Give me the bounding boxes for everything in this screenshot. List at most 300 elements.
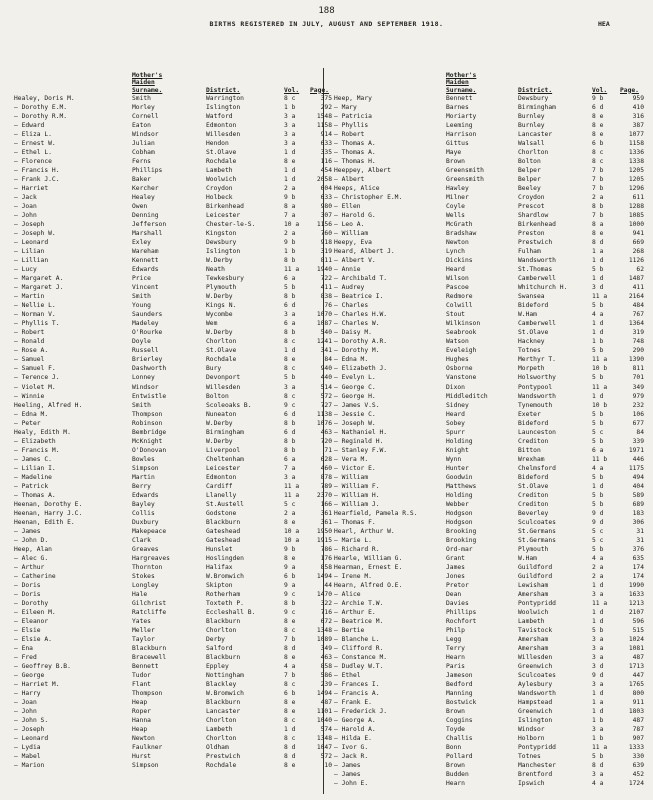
- volume: 6 b: [284, 690, 296, 698]
- volume: 6 b: [592, 140, 604, 148]
- volume: 4 a: [592, 554, 604, 562]
- page-ref: 911: [632, 699, 644, 707]
- volume: 9 d: [592, 509, 604, 517]
- mother-maiden-name: Bowles: [132, 455, 155, 463]
- child-name: — William J.: [334, 500, 380, 508]
- child-name: Hearl, Arthur W.: [334, 527, 395, 535]
- district: Amersham: [518, 635, 549, 643]
- page-ref: 452: [632, 771, 644, 779]
- mother-maiden-name: Sobey: [446, 419, 465, 427]
- birth-entry-row: [14, 256, 334, 265]
- child-name: Healey, Doris M.: [14, 95, 75, 102]
- mother-maiden-name: Dashworth: [132, 365, 167, 373]
- volume: 8 b: [592, 203, 604, 211]
- child-name: Heenan, Dorothy E.: [14, 500, 83, 508]
- mother-maiden-name: Lynch: [446, 248, 465, 256]
- mother-maiden-name: Edwards: [132, 491, 159, 499]
- page-ref: 514: [320, 383, 332, 391]
- birth-entry-row: [334, 536, 653, 545]
- page-ref: 330: [632, 753, 644, 761]
- child-name: — George: [14, 672, 45, 679]
- district: Lancaster: [206, 708, 241, 716]
- birth-entry-row: [14, 473, 334, 482]
- mother-maiden-name: Heard: [446, 266, 465, 274]
- child-name: — James V.S.: [334, 401, 380, 409]
- child-name: — Joseph W.: [14, 230, 56, 238]
- birth-entry-row: [14, 653, 334, 662]
- mother-maiden-name: Terry: [446, 644, 465, 652]
- volume: 5 b: [592, 491, 604, 499]
- volume: 3 a: [284, 113, 296, 121]
- district: W.Bromwich: [206, 690, 244, 698]
- birth-entry-row: [14, 761, 334, 770]
- birth-entry-row: [334, 644, 653, 653]
- mother-maiden-name: Greensmith: [446, 176, 484, 184]
- page-ref: 84: [636, 428, 644, 436]
- district: Crediton: [518, 491, 549, 499]
- volume: 9 d: [592, 518, 604, 526]
- district: Bolton: [518, 158, 541, 166]
- page-ref: 306: [632, 518, 644, 526]
- child-name: — Richard R.: [334, 545, 380, 553]
- volume: 8 a: [592, 221, 604, 229]
- volume: 8 b: [284, 257, 296, 265]
- mother-maiden-name: Newton: [132, 735, 155, 743]
- volume: 3 a: [592, 726, 604, 734]
- child-name: — Hilda E.: [334, 735, 372, 743]
- volume: 4 a: [284, 662, 296, 670]
- mother-maiden-name: Simpson: [132, 464, 159, 472]
- page-ref: 1205: [628, 167, 644, 175]
- district: Oldham: [206, 744, 229, 752]
- page-ref: 176: [320, 554, 332, 562]
- volume: 5 c: [592, 527, 604, 535]
- page-ref: 604: [320, 185, 332, 193]
- mother-maiden-name: Coggins: [446, 717, 473, 725]
- child-name: — Joan: [14, 203, 37, 211]
- birth-entry-row: [334, 662, 653, 671]
- birth-entry-row: [14, 310, 334, 319]
- mother-maiden-name: Young: [132, 302, 151, 310]
- volume: 8 e: [284, 518, 296, 526]
- birth-entry-row: [14, 392, 334, 401]
- vol-header: Vol.: [284, 86, 300, 94]
- volume: 1 d: [592, 617, 604, 625]
- volume: 8 d: [592, 239, 604, 247]
- child-name: — Eleanor: [14, 617, 49, 625]
- page-ref: 10: [324, 762, 332, 770]
- page-ref: 290: [632, 347, 644, 355]
- page-ref: 748: [632, 338, 644, 346]
- birth-entry-row: [334, 743, 653, 752]
- mother-maiden-name: Stokes: [132, 572, 155, 580]
- right-column-header: [334, 60, 653, 94]
- mother-maiden-name: Vincent: [132, 284, 159, 292]
- child-name: — Peter: [14, 419, 41, 427]
- page-ref: 572: [320, 753, 332, 761]
- volume: 8 b: [284, 329, 296, 337]
- child-name: — Blanche L.: [334, 635, 380, 643]
- page-ref: 349: [632, 383, 644, 391]
- mother-maiden-name: Tudor: [132, 672, 151, 679]
- district: Whitchurch H.: [518, 284, 568, 292]
- birth-entry-row: [14, 743, 334, 752]
- volume: 3 a: [592, 644, 604, 652]
- child-name: — Thomas H.: [334, 158, 376, 166]
- child-name: — Arthur E.: [334, 608, 376, 616]
- district: St.Olave: [206, 347, 237, 355]
- volume: 5 b: [284, 284, 296, 292]
- volume: 8 b: [284, 293, 296, 301]
- birth-entry-row: [14, 644, 334, 653]
- volume: 8 e: [592, 122, 604, 130]
- page-ref: 789: [320, 482, 332, 490]
- page-ref: 800: [632, 690, 644, 698]
- page-ref: 633: [320, 194, 332, 202]
- district: Guildford: [518, 572, 553, 580]
- mother-maiden-name: Meller: [132, 626, 155, 634]
- district: Chorlton: [206, 717, 237, 725]
- page-ref: 1101: [316, 708, 332, 716]
- volume: 8 b: [284, 599, 296, 607]
- volume: 1 d: [592, 690, 604, 698]
- page-ref: 907: [632, 735, 644, 743]
- district: Amersham: [518, 590, 549, 598]
- district: W.Derby: [206, 419, 233, 427]
- birth-entry-row: [334, 698, 653, 707]
- mother-maiden-name: Gittus: [446, 140, 469, 148]
- page-ref: 487: [632, 717, 644, 725]
- birth-entry-row: [334, 355, 653, 364]
- child-name: Heep, Mary: [334, 95, 372, 102]
- birth-entry-row: [14, 446, 334, 455]
- birth-entry-row: [334, 581, 653, 590]
- district: Edmonton: [206, 122, 237, 130]
- child-name: — Ethel L.: [14, 149, 52, 157]
- birth-entry-row: [334, 572, 653, 581]
- page-ref: 572: [320, 392, 332, 400]
- mother-maiden-name: Owen: [132, 203, 148, 211]
- mother-maiden-name: Blackburn: [132, 644, 167, 652]
- district: Sculcoates: [518, 672, 556, 679]
- volume: 5 b: [592, 473, 604, 481]
- mother-maiden-name: Vanstone: [446, 374, 477, 382]
- birth-entry-row: [334, 301, 653, 310]
- district: Hampstead: [518, 699, 553, 707]
- mother-maiden-name: Marshall: [132, 230, 163, 238]
- volume: 1 d: [592, 581, 604, 589]
- child-name: — Edward: [14, 122, 45, 130]
- mother-maiden-name: Greaves: [132, 545, 159, 553]
- district: St.Austell: [206, 500, 244, 508]
- volume: 3 a: [284, 122, 296, 130]
- mother-maiden-name: Healey: [132, 194, 155, 202]
- district: Dewsbury: [518, 95, 549, 102]
- page-ref: 716: [320, 608, 332, 616]
- mother-maiden-name: Grant: [446, 554, 465, 562]
- left-column-header: [14, 60, 334, 94]
- birth-entry-row: [334, 410, 653, 419]
- mother-maiden-name: Ferns: [132, 158, 151, 166]
- mother-maiden-name: Cobham: [132, 149, 155, 157]
- birth-entry-row: [14, 689, 334, 698]
- district: Llanelly: [206, 491, 237, 499]
- volume: 3 a: [592, 681, 604, 689]
- mother-maiden-name: Collis: [132, 509, 155, 517]
- birth-entry-row: [334, 383, 653, 392]
- page-ref: 292: [320, 104, 332, 112]
- child-name: — Dorothy E.M.: [14, 104, 68, 112]
- volume: 1 d: [592, 392, 604, 400]
- volume: 9 d: [592, 672, 604, 679]
- birth-entry-row: [14, 364, 334, 373]
- volume: 8 d: [284, 753, 296, 761]
- page-ref: 1040: [316, 717, 332, 725]
- page-ref: 1047: [316, 744, 332, 752]
- mother-maiden-name: Pollard: [446, 753, 473, 761]
- mother-maiden-name: Cornell: [132, 113, 159, 121]
- mother-maiden-name: Maye: [446, 149, 462, 157]
- volume: 4 a: [592, 311, 604, 319]
- page-ref: 1288: [628, 203, 644, 211]
- district: Willesden: [518, 653, 553, 661]
- mother-maiden-name: Dickins: [446, 257, 473, 265]
- volume: 6 d: [284, 428, 296, 436]
- page-ref: 1087: [316, 320, 332, 328]
- child-name: — Archibald T.: [334, 275, 388, 283]
- child-name: Hearfield, Pamela R.S.: [334, 509, 418, 517]
- page-header: Page.: [620, 86, 639, 94]
- volume: 8 e: [284, 158, 296, 166]
- birth-entry-row: [14, 301, 334, 310]
- page-ref: 701: [632, 374, 644, 382]
- birth-entry-row: [14, 662, 334, 671]
- district: Pontypool: [518, 383, 553, 391]
- page-ref: 1205: [628, 176, 644, 184]
- volume: 11 a: [592, 599, 608, 607]
- district: Lambeth: [518, 617, 545, 625]
- birth-entry-row: [334, 247, 653, 256]
- volume: 8 c: [284, 626, 296, 634]
- birth-entry-row: [14, 130, 334, 139]
- mother-maiden-name: Kercher: [132, 185, 159, 193]
- volume: 8 d: [284, 744, 296, 752]
- child-name: — John S.: [14, 717, 49, 725]
- birth-entry-row: [14, 581, 334, 590]
- child-name: — Thomas A.: [334, 149, 376, 157]
- page-ref: 166: [320, 500, 332, 508]
- child-name: — John: [14, 708, 37, 716]
- volume: 8 c: [284, 735, 296, 743]
- district: Burnley: [518, 113, 545, 121]
- mother-maiden-name: Milner: [446, 194, 469, 202]
- mother-maiden-name: Brooking: [446, 536, 477, 544]
- volume: 5 b: [592, 753, 604, 761]
- district: W.Derby: [206, 293, 233, 301]
- mother-maiden-name: Heap: [132, 699, 148, 707]
- district: Camberwell: [518, 320, 556, 328]
- district: Salford: [206, 644, 233, 652]
- birth-entry-row: [14, 572, 334, 581]
- volume: 2 a: [592, 563, 604, 571]
- district: Prestwich: [518, 239, 553, 247]
- birth-entry-row: [334, 283, 653, 292]
- child-name: — George A.: [334, 717, 376, 725]
- child-name: — Doris: [14, 590, 41, 598]
- volume: 1 d: [284, 347, 296, 355]
- child-name: — Leonard: [14, 735, 49, 743]
- birth-entry-row: [334, 734, 653, 743]
- district: St.Thomas: [518, 266, 553, 274]
- mother-maiden-name: Brown: [446, 708, 465, 716]
- mother-maiden-name: Smith: [132, 293, 151, 301]
- volume: 9 b: [284, 545, 296, 553]
- mother-maiden-name: Windsor: [132, 383, 159, 391]
- mother-maiden-name: Berry: [132, 482, 151, 490]
- district: Beeley: [518, 185, 541, 193]
- birth-entry-row: [14, 346, 334, 355]
- volume: 8 c: [592, 149, 604, 157]
- volume: 10 a: [284, 221, 300, 229]
- child-name: Heard, Albert J.: [334, 248, 395, 256]
- birth-entry-row: [14, 229, 334, 238]
- volume: 4 a: [592, 780, 604, 788]
- page-ref: 858: [320, 662, 332, 670]
- district: Bideford: [518, 419, 549, 427]
- volume: 7 a: [284, 464, 296, 472]
- district: Kings N.: [206, 302, 237, 310]
- volume: 1 d: [592, 320, 604, 328]
- mother-maiden-name: Dean: [446, 590, 462, 598]
- child-name: — Reginald H.: [334, 437, 384, 445]
- child-name: — James C.: [14, 455, 52, 463]
- page-ref: 940: [320, 365, 332, 373]
- page-ref: 1126: [628, 257, 644, 265]
- child-name: — Eliza L.: [14, 131, 52, 139]
- birth-entry-row: [14, 680, 334, 689]
- district: Prestwich: [206, 753, 241, 761]
- birth-entry-row: [334, 211, 653, 220]
- mother-maiden-name: McGrath: [446, 221, 473, 229]
- birth-entry-row: [14, 337, 334, 346]
- child-name: — Mary: [334, 104, 357, 112]
- mother-maiden-name: Holding: [446, 437, 473, 445]
- mother-maiden-name: Thompson: [132, 410, 163, 418]
- mother-maiden-name: O'Donovan: [132, 446, 167, 454]
- child-name: — Joseph W.: [334, 419, 376, 427]
- page-ref: 1990: [628, 581, 644, 589]
- page-ref: 1156: [316, 221, 332, 229]
- birth-entry-row: [334, 139, 653, 148]
- district: Greenwich: [518, 708, 553, 716]
- mother-maiden-name: Morley: [132, 104, 155, 112]
- district: Nottingham: [206, 672, 244, 679]
- volume: 11 a: [284, 491, 300, 499]
- volume: 9 c: [284, 401, 296, 409]
- birth-entry-row: [334, 256, 653, 265]
- district: W.Bromwich: [206, 572, 244, 580]
- birth-entry-row: [334, 653, 653, 662]
- page-ref: 319: [632, 329, 644, 337]
- child-name: — Elizabeth: [14, 437, 56, 445]
- district: Wandsworth: [518, 690, 556, 698]
- district: Sculcoates: [518, 518, 556, 526]
- page-ref: 1348: [316, 735, 332, 743]
- birth-entry-row: [334, 509, 653, 518]
- child-name: — Fred: [14, 653, 37, 661]
- child-name: — Phyllis T.: [14, 320, 60, 328]
- birth-entry-row: [334, 229, 653, 238]
- volume: 3 a: [592, 635, 604, 643]
- birth-entry-row: [334, 437, 653, 446]
- birth-entry-row: [334, 401, 653, 410]
- child-name: — Harold G.: [334, 212, 376, 220]
- child-name: — Marion: [14, 762, 45, 770]
- mother-maiden-name: Bradshaw: [446, 230, 477, 238]
- child-name: — Phyllis: [334, 122, 369, 130]
- district: Wandsworth: [518, 257, 556, 265]
- volume: 6 d: [592, 104, 604, 112]
- page-ref: 410: [632, 104, 644, 112]
- volume: 9 a: [284, 581, 296, 589]
- mother-maiden-name: Dixon: [446, 383, 465, 391]
- district: Fulham: [518, 248, 541, 256]
- mother-maiden-name: Knight: [446, 446, 469, 454]
- district: Bideford: [518, 302, 549, 310]
- birth-entry-row: [14, 202, 334, 211]
- birth-entry-row: [14, 617, 334, 626]
- district: Derby: [206, 635, 225, 643]
- mother-maiden-name: Hawley: [446, 185, 469, 193]
- page-ref: 586: [320, 672, 332, 679]
- page-ref: 463: [320, 428, 332, 436]
- district: Edmonton: [206, 473, 237, 481]
- mother-maiden-name: Bennett: [132, 662, 159, 670]
- page-ref: 322: [320, 599, 332, 607]
- page-ref: 376: [632, 545, 644, 553]
- district: Wrexham: [518, 455, 545, 463]
- page-ref: 633: [320, 140, 332, 148]
- volume: 2 a: [284, 509, 296, 517]
- birth-entry-row: [14, 247, 334, 256]
- page-ref: 540: [320, 329, 332, 337]
- volume: 2 a: [592, 194, 604, 202]
- child-name: — Robert: [334, 131, 365, 139]
- district: Bitton: [518, 446, 541, 454]
- birth-entry-row: [334, 265, 653, 274]
- birth-entry-row: [14, 590, 334, 599]
- volume: 10 b: [592, 401, 608, 409]
- mother-maiden-name: James: [446, 563, 465, 571]
- child-name: Hearman, Ernest E.: [334, 563, 403, 571]
- page-ref: 319: [320, 248, 332, 256]
- mother-maiden-name: Price: [132, 275, 151, 283]
- page-ref: 1470: [316, 590, 332, 598]
- page-ref: 361: [320, 509, 332, 517]
- mother-maiden-name: Hale: [132, 590, 148, 598]
- mother-maiden-name: Madeley: [132, 320, 159, 328]
- birth-entry-row: [14, 355, 334, 364]
- child-name: — Arthur: [14, 563, 45, 571]
- volume: 8 b: [284, 446, 296, 454]
- birth-entry-row: [334, 175, 653, 184]
- volume: 3 a: [284, 383, 296, 391]
- page-ref: 1296: [628, 185, 644, 193]
- page-ref: 1175: [628, 464, 644, 472]
- volume: 5 b: [592, 419, 604, 427]
- child-name: — James: [334, 762, 361, 770]
- birth-entry-row: [334, 274, 653, 283]
